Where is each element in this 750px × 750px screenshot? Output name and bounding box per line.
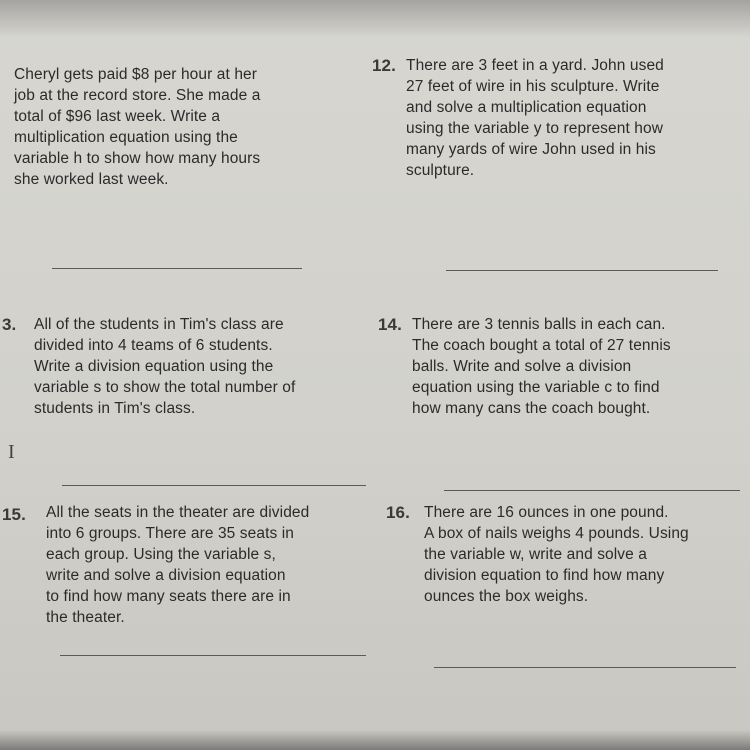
problem-number: 14. — [378, 315, 402, 334]
problem-text: There are 3 feet in a yard. John used 27 feet of wire in his sculpture. Write and solve a multiplication equation using the variable y to represent how many yards of wire John used in his sculpture. — [406, 57, 664, 179]
problem-text: All of the students in Tim's class are divided into 4 teams of 6 students. Write a division equation using the variable s to show the total number of students in Tim's class. — [34, 316, 296, 417]
text-cursor-icon: I — [8, 441, 15, 463]
answer-line-12 — [446, 270, 718, 271]
answer-line-13 — [62, 485, 366, 486]
problem-12 — [372, 55, 742, 181]
answer-line-15 — [60, 655, 366, 656]
page-bottom-shadow — [0, 730, 750, 750]
problem-14 — [378, 314, 738, 419]
problem-16 — [386, 502, 746, 607]
answer-line-11 — [52, 268, 302, 269]
problem-11 — [14, 64, 344, 190]
answer-line-14 — [444, 490, 740, 491]
problem-number: 3. — [2, 315, 17, 334]
problem-text: There are 3 tennis balls in each can. The coach bought a total of 27 tennis balls. Write and solve a division equation using the variable c to find how many cans the coach bought. — [412, 316, 671, 417]
answer-line-16 — [434, 667, 736, 668]
problem-15 — [2, 502, 367, 628]
problem-number: 16. — [386, 503, 410, 522]
problem-text: All the seats in the theater are divided into 6 groups. There are 35 seats in each group. Using the variable s, write and solve a division equation to find how many seats there are in the theater. — [46, 504, 310, 626]
problem-text: Cheryl gets paid $8 per hour at her job at the record store. She made a total of $96 last week. Write a multiplication equation using the variable h to show how many hours she worked last week. — [14, 66, 261, 188]
problem-13 — [2, 314, 354, 419]
page-shadow — [0, 0, 750, 38]
problem-number: 12. — [372, 56, 396, 75]
problem-number: 15. — [2, 505, 26, 524]
problem-text: There are 16 ounces in one pound. A box of nails weighs 4 pounds. Using the variable w, write and solve a division equation to find how many ounces the box weighs. — [424, 504, 689, 605]
